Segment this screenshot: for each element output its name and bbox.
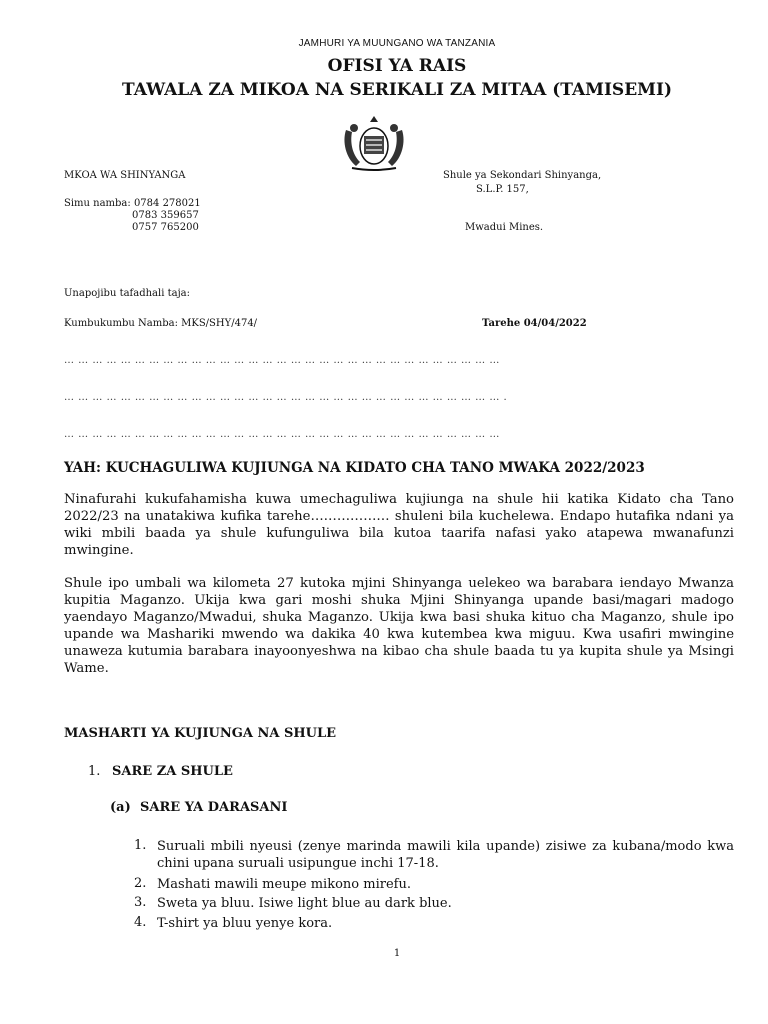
letter-date: Tarehe 04/04/2022 bbox=[482, 318, 587, 329]
item-3-number: 3. bbox=[134, 895, 147, 910]
address-line-1: … … … … … … … … … … … … … … … … … … … … … … … … … … … … … … … bbox=[64, 355, 500, 366]
address-line-3: … … … … … … … … … … … … … … … … … … … … … … … … … … … … … … … bbox=[64, 429, 500, 440]
phone-numbers-3: 0757 765200 bbox=[132, 222, 199, 233]
paragraph-directions: Shule ipo umbali wa kilometa 27 kutoka mjini Shinyanga uelekeo wa barabara iendayo Mwanza kupitia Maganzo. Ukija kwa gari moshi shuka Mjini Shinyanga upande basi/magari madogo yaendayo Maganzo/Mwadui, shuka Maganzo. Ukija kwa basi shuka kituo cha Maganzo, shule ipo upande wa Mashariki mwendo wa dakika 40 kwa kutembea kwa miguu. Kwa usafiri mwingine unaweza kutumia barabara inayoonyeshwa na kibao cha shule baada tu ya kupita shule ya Msingi Wame. bbox=[64, 576, 734, 676]
reply-note: Unapojibu tafadhali taja: bbox=[64, 288, 191, 299]
school-location: Mwadui Mines. bbox=[465, 222, 544, 233]
reference-number: Kumbukumbu Namba: MKS/SHY/474/ bbox=[64, 318, 258, 329]
item-2-text: Mashati mawili meupe mikono mirefu. bbox=[157, 877, 411, 892]
phone-numbers-1: Simu namba: 0784 278021 bbox=[64, 198, 201, 209]
item-4-number: 4. bbox=[134, 915, 147, 930]
phone-numbers-2: 0783 359657 bbox=[132, 210, 199, 221]
item-3-text: Sweta ya bluu. Isiwe light blue au dark blue. bbox=[157, 896, 452, 911]
item-4-text: T-shirt ya bluu yenye kora. bbox=[157, 916, 333, 931]
subject-line: YAH: KUCHAGULIWA KUJIUNGA NA KIDATO CHA TANO MWAKA 2022/2023 bbox=[64, 460, 645, 476]
subsection-a-title: SARE YA DARASANI bbox=[140, 800, 288, 815]
section-1-number: 1. bbox=[88, 764, 101, 779]
school-name: Shule ya Sekondari Shinyanga, bbox=[443, 170, 602, 181]
region-label: MKOA WA SHINYANGA bbox=[64, 170, 186, 181]
section-1-title: SARE ZA SHULE bbox=[112, 764, 233, 779]
subsection-a-number: (a) bbox=[110, 800, 131, 815]
section-title: MASHARTI YA KUJIUNGA NA SHULE bbox=[64, 726, 337, 741]
item-1-text: Suruali mbili nyeusi (zenye marinda mawili kila upande) zisiwe za kubana/modo kwa chini upana suruali usipungue inchi 17-18. bbox=[157, 839, 734, 871]
item-2-number: 2. bbox=[134, 876, 147, 891]
office-heading: OFISI YA RAIS bbox=[327, 56, 467, 76]
paragraph-admission: Ninafurahi kukufahamisha kuwa umechaguliwa kujiunga na shule hii katika Kidato cha Tano 2022/23 na unatakiwa kufika tarehe……………… shuleni bila kuchelewa. Endapo hutafika ndani ya wiki mbili baada ya shule kufunguliwa bila kutoa taarifa nafasi yako atapewa mwanafunzi mwingine. bbox=[64, 492, 734, 558]
ministry-heading: TAWALA ZA MIKOA NA SERIKALI ZA MITAA (TAMISEMI) bbox=[122, 80, 672, 100]
item-1-number: 1. bbox=[134, 838, 147, 853]
republic-heading: JAMHURI YA MUUNGANO WA TANZANIA bbox=[298, 38, 496, 49]
page-number: 1 bbox=[393, 948, 401, 959]
po-box: S.L.P. 157, bbox=[476, 184, 529, 195]
address-line-2: … … … … … … … … … … … … … … … … … … … … … … … … … … … … … … … . bbox=[64, 392, 508, 403]
coat-of-arms-emblem bbox=[332, 112, 416, 172]
